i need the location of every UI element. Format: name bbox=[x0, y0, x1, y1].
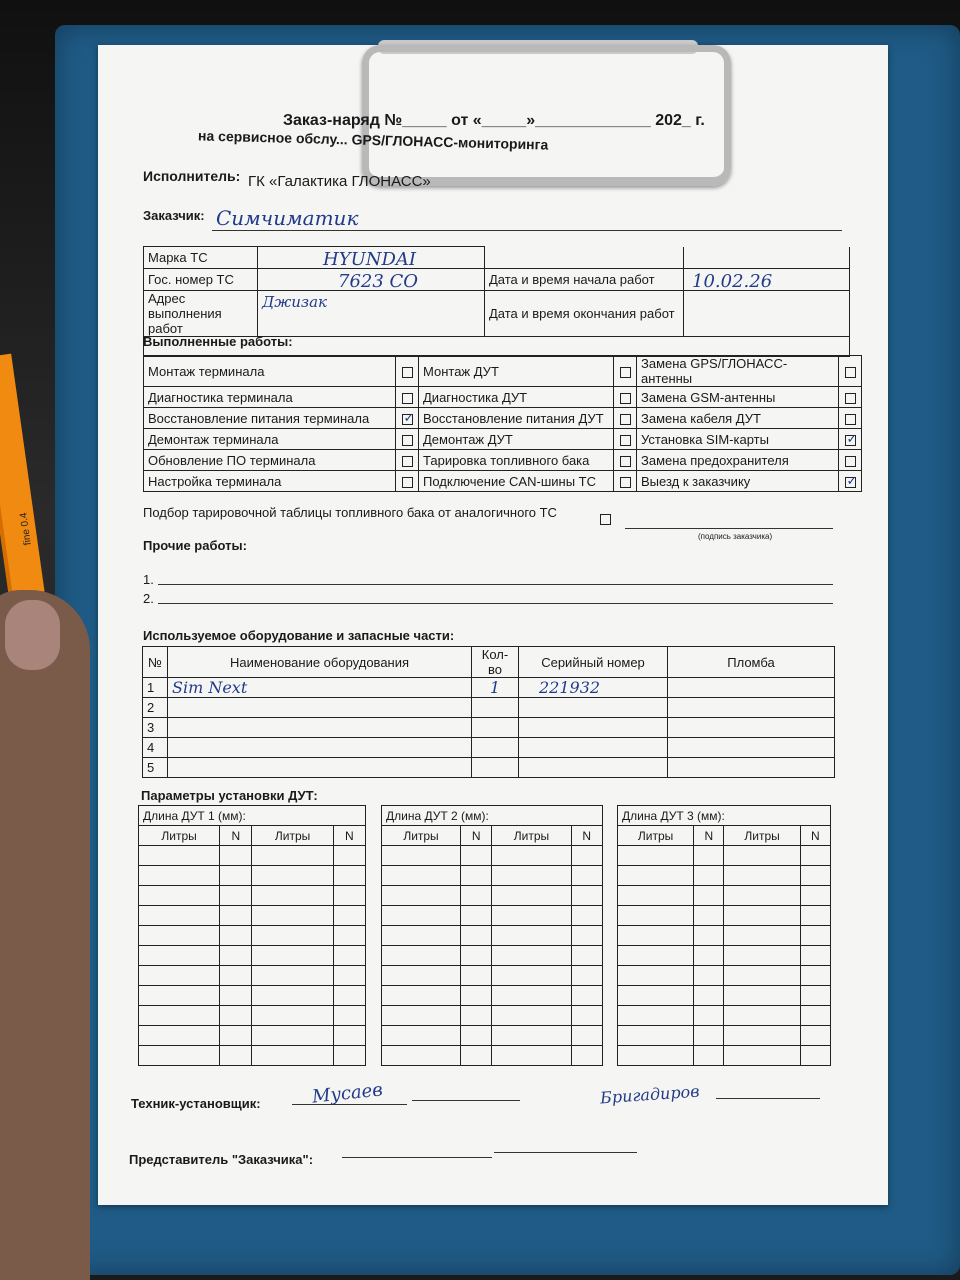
work-checkbox-cell bbox=[839, 387, 862, 408]
work-item: Демонтаж терминала bbox=[144, 429, 396, 450]
equipment-header: Наименование оборудования bbox=[168, 647, 472, 678]
checkbox[interactable] bbox=[845, 414, 856, 425]
dut-cell[interactable] bbox=[694, 926, 724, 946]
checkbox[interactable] bbox=[402, 477, 413, 488]
other-works-title: Прочие работы: bbox=[143, 538, 247, 553]
plate-cell bbox=[258, 269, 485, 291]
dut-cell[interactable] bbox=[571, 1026, 603, 1046]
blank-cell bbox=[485, 247, 684, 269]
dut-cell[interactable] bbox=[382, 886, 461, 906]
work-checkbox-cell bbox=[614, 471, 637, 492]
dut-cell[interactable] bbox=[694, 906, 724, 926]
work-checkbox-cell bbox=[396, 356, 419, 387]
executor-label: Исполнитель: bbox=[143, 168, 241, 184]
dut-cell[interactable] bbox=[618, 906, 694, 926]
dut-cell[interactable] bbox=[333, 966, 365, 986]
dut-cell[interactable] bbox=[139, 906, 220, 926]
dut-cell[interactable] bbox=[252, 846, 333, 866]
work-checkbox-cell bbox=[396, 450, 419, 471]
dut-cell[interactable] bbox=[492, 846, 571, 866]
dut-cell[interactable] bbox=[800, 946, 830, 966]
dut-cell[interactable] bbox=[139, 1046, 220, 1066]
dut-cell[interactable] bbox=[618, 886, 694, 906]
dut-cell[interactable] bbox=[618, 986, 694, 1006]
dut-cell[interactable] bbox=[724, 886, 800, 906]
signature-line bbox=[412, 1100, 520, 1101]
representative-label: Представитель "Заказчика": bbox=[129, 1152, 314, 1167]
dut-cell[interactable] bbox=[252, 906, 333, 926]
checkbox[interactable] bbox=[620, 367, 631, 378]
equipment-name: Sim Next bbox=[168, 678, 472, 698]
dut-cell[interactable] bbox=[333, 1026, 365, 1046]
dut-cell[interactable] bbox=[492, 1046, 571, 1066]
blank-cell bbox=[684, 247, 850, 269]
dut-cell[interactable] bbox=[382, 1006, 461, 1026]
dut-cell[interactable] bbox=[252, 1026, 333, 1046]
other-work-2: 2. bbox=[143, 591, 154, 606]
executor-value: ГК «Галактика ГЛОНАСС» bbox=[248, 173, 431, 190]
start-cell bbox=[684, 269, 850, 291]
signature-line bbox=[292, 1104, 407, 1105]
dut-cell[interactable] bbox=[800, 866, 830, 886]
pencil-label: fine 0.4 bbox=[18, 511, 34, 546]
dut-cell[interactable] bbox=[139, 1006, 220, 1026]
dut-cell[interactable] bbox=[618, 866, 694, 886]
checkbox[interactable] bbox=[620, 414, 631, 425]
dut-cell[interactable] bbox=[724, 966, 800, 986]
dut-cell[interactable] bbox=[252, 986, 333, 1006]
equipment-qty bbox=[472, 698, 519, 718]
end-label: Дата и время окончания работ bbox=[485, 291, 684, 337]
checkbox-checked[interactable] bbox=[845, 477, 856, 488]
dut-cell[interactable] bbox=[252, 886, 333, 906]
dut-cell[interactable] bbox=[571, 986, 603, 1006]
dut-cell[interactable] bbox=[571, 866, 603, 886]
dut-cell[interactable] bbox=[492, 1026, 571, 1046]
dut-caption: Длина ДУТ 3 (мм): bbox=[618, 806, 831, 826]
dut-column-header: N bbox=[220, 826, 252, 846]
equipment-name bbox=[168, 718, 472, 738]
equipment-serial bbox=[519, 698, 668, 718]
dut-cell[interactable] bbox=[382, 866, 461, 886]
table-row-number: 1 bbox=[143, 678, 168, 698]
dut-cell[interactable] bbox=[571, 946, 603, 966]
work-item: Тарировка топливного бака bbox=[419, 450, 614, 471]
checkbox[interactable] bbox=[620, 477, 631, 488]
dut-cell[interactable] bbox=[461, 946, 492, 966]
signature-caption: (подпись заказчика) bbox=[698, 532, 773, 541]
dut-cell[interactable] bbox=[724, 906, 800, 926]
work-checkbox-cell bbox=[839, 471, 862, 492]
dut-table-1 bbox=[138, 805, 366, 1066]
dut-cell[interactable] bbox=[139, 846, 220, 866]
dut-column-header: N bbox=[461, 826, 492, 846]
plate-label: Гос. номер ТС bbox=[144, 269, 258, 291]
dut-cell[interactable] bbox=[220, 1026, 252, 1046]
work-item: Демонтаж ДУТ bbox=[419, 429, 614, 450]
work-item: Диагностика терминала bbox=[144, 387, 396, 408]
work-item: Замена кабеля ДУТ bbox=[637, 408, 839, 429]
dut-column-header: N bbox=[800, 826, 830, 846]
dut-column-header: Литры bbox=[252, 826, 333, 846]
dut-table-2 bbox=[381, 805, 603, 1066]
dut-cell[interactable] bbox=[461, 966, 492, 986]
dut-column-header: Литры bbox=[618, 826, 694, 846]
brand-value: HYUNDAI bbox=[323, 249, 417, 270]
dut-column-header: N bbox=[694, 826, 724, 846]
dut-cell[interactable] bbox=[220, 906, 252, 926]
dut-cell[interactable] bbox=[333, 926, 365, 946]
hand bbox=[0, 590, 90, 1280]
dut-cell[interactable] bbox=[800, 926, 830, 946]
dut-cell[interactable] bbox=[461, 1006, 492, 1026]
dut-cell[interactable] bbox=[220, 926, 252, 946]
dut-cell[interactable] bbox=[139, 946, 220, 966]
other-work-1: 1. bbox=[143, 572, 154, 587]
work-item: Замена GSM-антенны bbox=[637, 387, 839, 408]
dut-cell[interactable] bbox=[724, 986, 800, 1006]
dut-cell[interactable] bbox=[252, 1046, 333, 1066]
work-checkbox-cell bbox=[396, 408, 419, 429]
dut-cell[interactable] bbox=[618, 1026, 694, 1046]
equipment-qty: 1 bbox=[472, 678, 519, 698]
dut-cell[interactable] bbox=[461, 986, 492, 1006]
brand-label: Марка ТС bbox=[144, 247, 258, 269]
dut-cell[interactable] bbox=[461, 866, 492, 886]
dut-cell[interactable] bbox=[382, 966, 461, 986]
technician-signature-2: Бригадиров bbox=[599, 1081, 701, 1108]
address-label: Адрес выполнения работ bbox=[144, 291, 258, 337]
dut-cell[interactable] bbox=[220, 866, 252, 886]
checkbox[interactable] bbox=[402, 367, 413, 378]
order-subtitle: на сервисное обслу... GPS/ГЛОНАСС-мониторинга bbox=[197, 127, 549, 153]
signature-line bbox=[625, 528, 833, 529]
dut-cell[interactable] bbox=[724, 1046, 800, 1066]
dut-cell[interactable] bbox=[382, 946, 461, 966]
work-item: Монтаж ДУТ bbox=[419, 356, 614, 387]
dut-column-header: Литры bbox=[492, 826, 571, 846]
dut-cell[interactable] bbox=[333, 1046, 365, 1066]
work-checkbox-cell bbox=[396, 471, 419, 492]
plate-value: 7623 СО bbox=[338, 271, 419, 292]
work-checkbox-cell bbox=[614, 356, 637, 387]
customer-label: Заказчик: bbox=[143, 208, 205, 223]
address-cell bbox=[258, 291, 485, 337]
other-work-line bbox=[158, 584, 833, 585]
dut-cell[interactable] bbox=[492, 906, 571, 926]
equipment-seal bbox=[668, 718, 835, 738]
customer-handwritten: Симчиматик bbox=[216, 206, 359, 230]
dut-cell[interactable] bbox=[382, 846, 461, 866]
work-item: Диагностика ДУТ bbox=[419, 387, 614, 408]
work-item: Восстановление питания терминала bbox=[144, 408, 396, 429]
equipment-name bbox=[168, 758, 472, 778]
dut-cell[interactable] bbox=[492, 886, 571, 906]
dut-cell[interactable] bbox=[618, 946, 694, 966]
dut-table-3 bbox=[617, 805, 831, 1066]
dut-cell[interactable] bbox=[618, 966, 694, 986]
dut-cell[interactable] bbox=[252, 926, 333, 946]
checkbox[interactable] bbox=[620, 435, 631, 446]
work-item: Установка SIM-карты bbox=[637, 429, 839, 450]
dut-cell[interactable] bbox=[139, 926, 220, 946]
equipment-seal bbox=[668, 738, 835, 758]
work-checkbox-cell bbox=[396, 429, 419, 450]
equipment-serial bbox=[519, 718, 668, 738]
dut-cell[interactable] bbox=[571, 1006, 603, 1026]
tank-table-label: Подбор тарировочной таблицы топливного бака от аналогичного ТС bbox=[143, 505, 557, 520]
dut-cell[interactable] bbox=[333, 986, 365, 1006]
dut-cell[interactable] bbox=[333, 906, 365, 926]
signature-line bbox=[716, 1098, 820, 1099]
dut-cell[interactable] bbox=[571, 906, 603, 926]
dut-cell[interactable] bbox=[139, 986, 220, 1006]
work-checkbox-cell bbox=[614, 450, 637, 471]
dut-cell[interactable] bbox=[492, 866, 571, 886]
dut-cell[interactable] bbox=[461, 1046, 492, 1066]
dut-cell[interactable] bbox=[724, 1026, 800, 1046]
dut-cell[interactable] bbox=[800, 906, 830, 926]
work-item: Настройка терминала bbox=[144, 471, 396, 492]
dut-column-header: Литры bbox=[382, 826, 461, 846]
dut-cell[interactable] bbox=[800, 846, 830, 866]
dut-cell[interactable] bbox=[724, 846, 800, 866]
dut-cell[interactable] bbox=[800, 966, 830, 986]
dut-cell[interactable] bbox=[618, 846, 694, 866]
works-title: Выполненные работы: bbox=[143, 334, 293, 349]
dut-cell[interactable] bbox=[800, 986, 830, 1006]
dut-cell[interactable] bbox=[220, 1006, 252, 1026]
equipment-title: Используемое оборудование и запасные части: bbox=[143, 628, 455, 643]
work-checkbox-cell bbox=[614, 387, 637, 408]
checkbox[interactable] bbox=[402, 393, 413, 404]
equipment-serial: 221932 bbox=[519, 678, 668, 698]
dut-cell[interactable] bbox=[571, 846, 603, 866]
dut-column-header: Литры bbox=[139, 826, 220, 846]
dut-cell[interactable] bbox=[333, 946, 365, 966]
dut-column-header: Литры bbox=[724, 826, 800, 846]
dut-cell[interactable] bbox=[694, 886, 724, 906]
dut-cell[interactable] bbox=[139, 866, 220, 886]
table-row-number: 4 bbox=[143, 738, 168, 758]
dut-cell[interactable] bbox=[220, 986, 252, 1006]
dut-cell[interactable] bbox=[461, 846, 492, 866]
dut-cell[interactable] bbox=[571, 926, 603, 946]
dut-cell[interactable] bbox=[492, 926, 571, 946]
dut-cell[interactable] bbox=[492, 986, 571, 1006]
thumb-nail bbox=[5, 600, 60, 670]
start-value: 10.02.26 bbox=[692, 271, 773, 292]
dut-cell[interactable] bbox=[382, 1026, 461, 1046]
dut-cell[interactable] bbox=[382, 926, 461, 946]
dut-title: Параметры установки ДУТ: bbox=[141, 788, 318, 803]
dut-column-header: N bbox=[571, 826, 603, 846]
work-item: Замена GPS/ГЛОНАСС-антенны bbox=[637, 356, 839, 387]
dut-cell[interactable] bbox=[618, 926, 694, 946]
checkbox[interactable] bbox=[845, 456, 856, 467]
signature-line bbox=[342, 1157, 492, 1158]
dut-cell[interactable] bbox=[800, 1026, 830, 1046]
equipment-table bbox=[142, 646, 835, 778]
address-value: Джизак bbox=[262, 293, 327, 311]
dut-cell[interactable] bbox=[492, 966, 571, 986]
dut-cell[interactable] bbox=[694, 1046, 724, 1066]
checkbox-checked[interactable] bbox=[845, 435, 856, 446]
equipment-seal bbox=[668, 698, 835, 718]
dut-caption: Длина ДУТ 1 (мм): bbox=[139, 806, 366, 826]
equipment-name bbox=[168, 698, 472, 718]
dut-cell[interactable] bbox=[724, 926, 800, 946]
equipment-header: Пломба bbox=[668, 647, 835, 678]
equipment-header: Кол-во bbox=[472, 647, 519, 678]
checkbox-checked[interactable] bbox=[402, 414, 413, 425]
dut-caption: Длина ДУТ 2 (мм): bbox=[382, 806, 603, 826]
work-item: Подключение CAN-шины ТС bbox=[419, 471, 614, 492]
dut-cell[interactable] bbox=[694, 986, 724, 1006]
work-checkbox-cell bbox=[396, 387, 419, 408]
end-value bbox=[684, 291, 850, 337]
dut-cell[interactable] bbox=[492, 946, 571, 966]
customer-line bbox=[212, 230, 842, 231]
dut-cell[interactable] bbox=[800, 886, 830, 906]
equipment-seal bbox=[668, 758, 835, 778]
checkbox[interactable] bbox=[620, 456, 631, 467]
equipment-serial bbox=[519, 758, 668, 778]
dut-cell[interactable] bbox=[694, 1006, 724, 1026]
checkbox[interactable] bbox=[845, 393, 856, 404]
dut-cell[interactable] bbox=[220, 966, 252, 986]
dut-cell[interactable] bbox=[333, 886, 365, 906]
order-title: Заказ-наряд №_____ от «_____»_____________ 202_ г. bbox=[283, 112, 705, 129]
dut-cell[interactable] bbox=[139, 886, 220, 906]
dut-cell[interactable] bbox=[571, 966, 603, 986]
work-item: Восстановление питания ДУТ bbox=[419, 408, 614, 429]
dut-cell[interactable] bbox=[571, 1046, 603, 1066]
table-row-number: 5 bbox=[143, 758, 168, 778]
checkbox[interactable] bbox=[402, 456, 413, 467]
dut-cell[interactable] bbox=[724, 946, 800, 966]
dut-cell[interactable] bbox=[724, 1006, 800, 1026]
equipment-seal bbox=[668, 678, 835, 698]
dut-cell[interactable] bbox=[618, 1006, 694, 1026]
work-checkbox-cell bbox=[839, 408, 862, 429]
dut-cell[interactable] bbox=[461, 1026, 492, 1046]
equipment-header: № bbox=[143, 647, 168, 678]
dut-cell[interactable] bbox=[139, 966, 220, 986]
work-item: Монтаж терминала bbox=[144, 356, 396, 387]
work-item: Замена предохранителя bbox=[637, 450, 839, 471]
work-checkbox-cell bbox=[614, 408, 637, 429]
dut-cell[interactable] bbox=[461, 906, 492, 926]
equipment-header: Серийный номер bbox=[519, 647, 668, 678]
work-item: Обновление ПО терминала bbox=[144, 450, 396, 471]
dut-cell[interactable] bbox=[139, 1026, 220, 1046]
equipment-qty bbox=[472, 718, 519, 738]
dut-cell[interactable] bbox=[220, 886, 252, 906]
technician-signature-1: Мусаев bbox=[311, 1079, 384, 1108]
dut-cell[interactable] bbox=[800, 1006, 830, 1026]
dut-cell[interactable] bbox=[724, 866, 800, 886]
dut-cell[interactable] bbox=[333, 866, 365, 886]
dut-cell[interactable] bbox=[694, 1026, 724, 1046]
dut-cell[interactable] bbox=[382, 906, 461, 926]
tank-table-checkbox[interactable] bbox=[600, 514, 611, 525]
dut-cell[interactable] bbox=[252, 946, 333, 966]
work-checkbox-cell bbox=[839, 450, 862, 471]
checkbox[interactable] bbox=[845, 367, 856, 378]
work-item: Выезд к заказчику bbox=[637, 471, 839, 492]
dut-cell[interactable] bbox=[252, 866, 333, 886]
other-work-line bbox=[158, 603, 833, 604]
technician-label: Техник-установщик: bbox=[131, 1096, 261, 1111]
equipment-qty bbox=[472, 758, 519, 778]
dut-cell[interactable] bbox=[382, 986, 461, 1006]
dut-cell[interactable] bbox=[252, 1006, 333, 1026]
dut-cell[interactable] bbox=[694, 946, 724, 966]
equipment-serial bbox=[519, 738, 668, 758]
dut-cell[interactable] bbox=[694, 866, 724, 886]
dut-cell[interactable] bbox=[220, 1046, 252, 1066]
start-label: Дата и время начала работ bbox=[485, 269, 684, 291]
dut-cell[interactable] bbox=[800, 1046, 830, 1066]
work-checkbox-cell bbox=[839, 356, 862, 387]
dut-cell[interactable] bbox=[492, 1006, 571, 1026]
dut-cell[interactable] bbox=[382, 1046, 461, 1066]
signature-line bbox=[494, 1152, 637, 1153]
equipment-qty bbox=[472, 738, 519, 758]
equipment-name bbox=[168, 738, 472, 758]
dut-cell[interactable] bbox=[220, 846, 252, 866]
dut-cell[interactable] bbox=[461, 886, 492, 906]
dut-cell[interactable] bbox=[694, 846, 724, 866]
dut-cell[interactable] bbox=[220, 946, 252, 966]
work-checkbox-cell bbox=[614, 429, 637, 450]
brand-cell bbox=[258, 247, 485, 269]
dut-cell[interactable] bbox=[333, 846, 365, 866]
dut-cell[interactable] bbox=[571, 886, 603, 906]
checkbox[interactable] bbox=[402, 435, 413, 446]
dut-cell[interactable] bbox=[618, 1046, 694, 1066]
checkbox[interactable] bbox=[620, 393, 631, 404]
dut-cell[interactable] bbox=[252, 966, 333, 986]
table-row-number: 3 bbox=[143, 718, 168, 738]
dut-cell[interactable] bbox=[461, 926, 492, 946]
work-checkbox-cell bbox=[839, 429, 862, 450]
dut-column-header: N bbox=[333, 826, 365, 846]
works-table bbox=[143, 355, 862, 492]
dut-cell[interactable] bbox=[333, 1006, 365, 1026]
dut-cell[interactable] bbox=[694, 966, 724, 986]
table-row-number: 2 bbox=[143, 698, 168, 718]
